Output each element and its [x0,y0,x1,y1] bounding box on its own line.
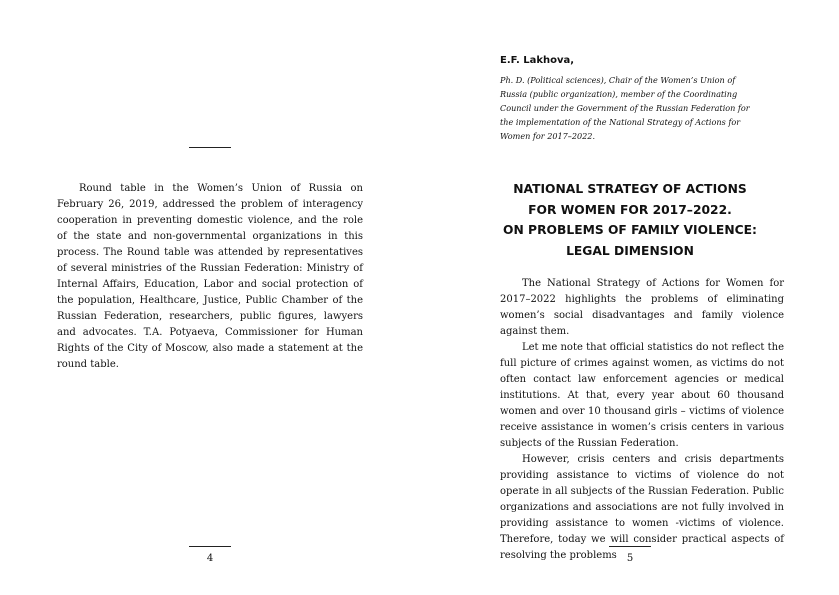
body-paragraph: However, crisis centers and crisis departments providing assistance to victims of violence do not operate in all subjects of the Russian Federation. Public organizations and associations are not fully involved in providing assistance to women -victims of violence. Therefore, today we will consider practical aspects of resolving the problems [500,454,784,561]
left-page [0,0,419,595]
title-line: LEGAL DIMENSION [566,243,694,258]
page-number: 5 [626,553,634,564]
body-paragraph: Let me note that official statistics do not reflect the full picture of crimes against women, as victims do not often contact law enforcement agencies or medical institutions. At that, every year about 60 thousand women and over 10 thousand girls – victims of violence receive assistance in women’s crisis centers in various subjects of the Russian Federation. [500,342,784,449]
round-table-paragraph: Round table in the Women’s Union of Russia on February 26, 2019, addressed the problem of interagency cooperation in preventing domestic violence, and the role of the state and non-governmental organizations in this process. The Round table was attended by representatives of several ministries of the Russian Federation: Ministry of Internal Affairs, Education, Labor and social protection of the population, Healthcare, Justice, Public Chamber of the Russian Federation, researchers, public figures, lawyers and advocates. T.A. Potyaeva, Commissioner for Human Rights of the City of Moscow, also made a statement at the round table. [57,183,363,370]
footer-rule [609,546,651,547]
page-number: 4 [206,553,214,564]
body-paragraph: The National Strategy of Actions for Women for 2017–2022 highlights the problems of eliminating women’s social disadvantages and family violence against them. [500,278,784,337]
article-title [480,179,780,261]
right-page [420,0,839,595]
title-line: ON PROBLEMS OF FAMILY VIOLENCE: [503,223,757,237]
title-line: NATIONAL STRATEGY OF ACTIONS [513,182,747,196]
article-body [500,276,784,564]
footer-rule [189,546,231,547]
title-line: FOR WOMEN FOR 2017–2022. [528,202,732,217]
top-rule [189,147,231,148]
author-affiliation: Ph. D. (Political sciences), Chair of the Women’s Union of Russia (public organization), member of the Coordinating Council under the Government of the Russian Federation for the implementation of the National Strategy of Actions for Women for 2017–2022. [500,75,750,141]
author-name: E.F. Lakhova, [500,55,575,66]
